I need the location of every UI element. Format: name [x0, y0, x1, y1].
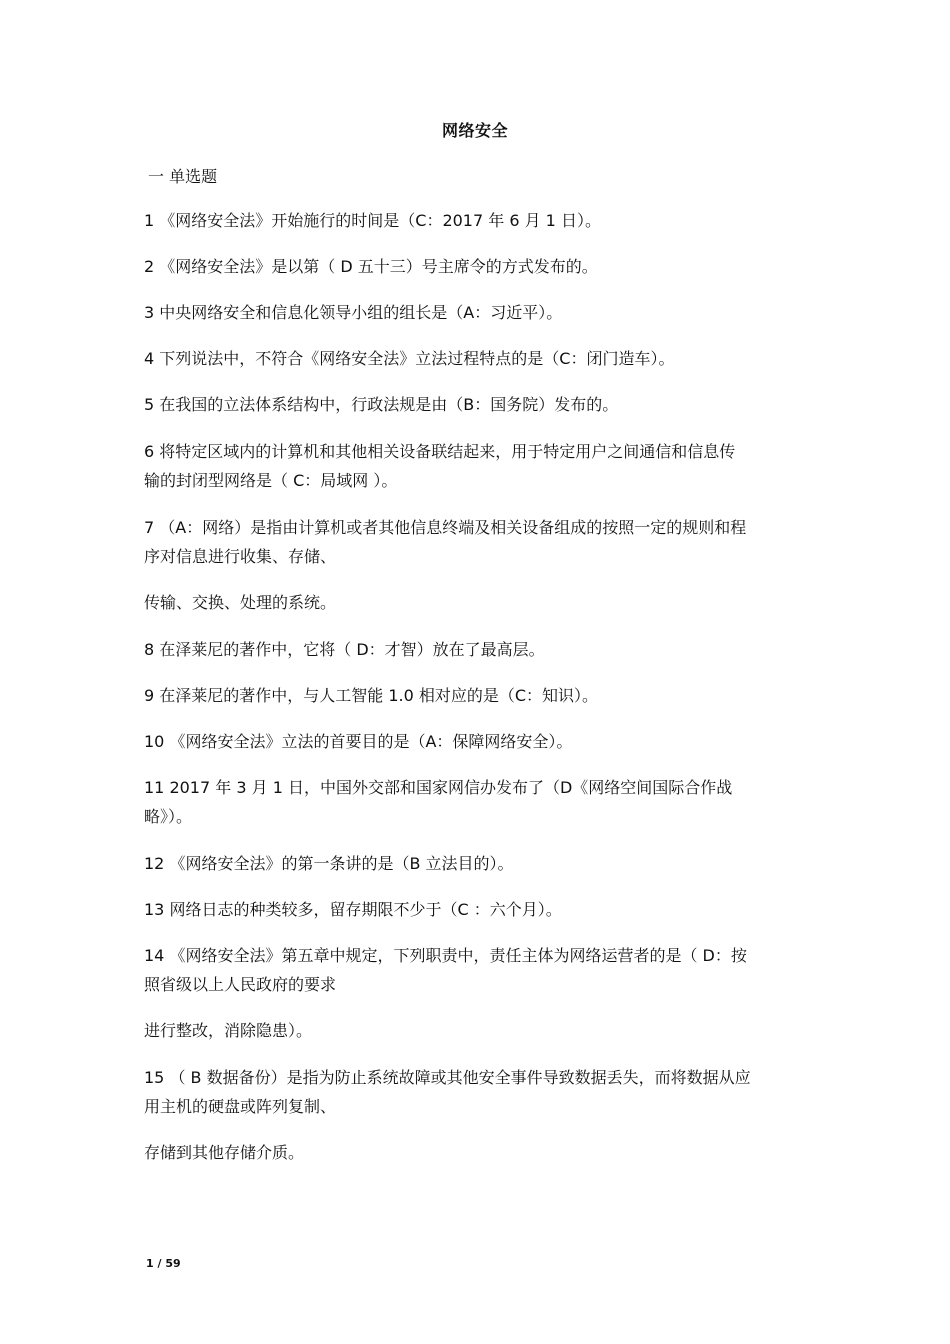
- question-9: 9 在泽莱尼的著作中，与人工智能 1.0 相对应的是（C：知识）。: [144, 686, 599, 705]
- question-6-line-1: 6 将特定区域内的计算机和其他相关设备联结起来，用于特定用户之间通信和信息传: [144, 442, 736, 461]
- question-6-line-2: 输的封闭型网络是（ C：局域网 ）。: [144, 471, 398, 490]
- question-10: 10 《网络安全法》立法的首要目的是（A：保障网络安全）。: [144, 732, 573, 751]
- question-1: 1 《网络安全法》开始施行的时间是（C：2017 年 6 月 1 日）。: [144, 211, 601, 230]
- question-8: 8 在泽莱尼的著作中，它将（ D：才智）放在了最高层。: [144, 640, 545, 659]
- question-15-line-3: 存储到其他存储介质。: [144, 1143, 305, 1162]
- question-11-line-1: 11 2017 年 3 月 1 日，中国外交部和国家网信办发布了（D《网络空间国际合作战: [144, 778, 733, 797]
- question-14-line-2: 照省级以上人民政府的要求: [144, 975, 337, 994]
- question-7-line-1: 7 （A：网络）是指由计算机或者其他信息终端及相关设备组成的按照一定的规则和程: [144, 518, 747, 537]
- question-3: 3 中央网络安全和信息化领导小组的组长是（A：习近平）。: [144, 303, 563, 322]
- question-13: 13 网络日志的种类较多，留存期限不少于（C ：六个月）。: [144, 900, 562, 919]
- section-heading: 一 单选题: [148, 167, 218, 186]
- page-indicator: 1 / 59: [146, 1257, 181, 1270]
- question-4: 4 下列说法中，不符合《网络安全法》立法过程特点的是（C：闭门造车）。: [144, 349, 675, 368]
- question-11-line-2: 略》）。: [144, 807, 193, 826]
- question-15-line-1: 15 （ B 数据备份）是指为防止系统故障或其他安全事件导致数据丢失，而将数据从应: [144, 1068, 751, 1087]
- question-14-line-1: 14 《网络安全法》第五章中规定，下列职责中，责任主体为网络运营者的是（ D：按: [144, 946, 747, 965]
- question-7-line-3: 传输、交换、处理的系统。: [144, 593, 337, 612]
- question-7-line-2: 序对信息进行收集、存储、: [144, 547, 337, 566]
- document-title: 网络安全: [441, 121, 508, 140]
- question-2: 2 《网络安全法》是以第（ D 五十三）号主席令的方式发布的。: [144, 257, 598, 276]
- question-12: 12 《网络安全法》的第一条讲的是（B 立法目的）。: [144, 854, 514, 873]
- question-15-line-2: 用主机的硬盘或阵列复制、: [144, 1097, 337, 1116]
- question-14-line-3: 进行整改，消除隐患）。: [144, 1021, 313, 1040]
- question-5: 5 在我国的立法体系结构中，行政法规是由（B：国务院）发布的。: [144, 395, 619, 414]
